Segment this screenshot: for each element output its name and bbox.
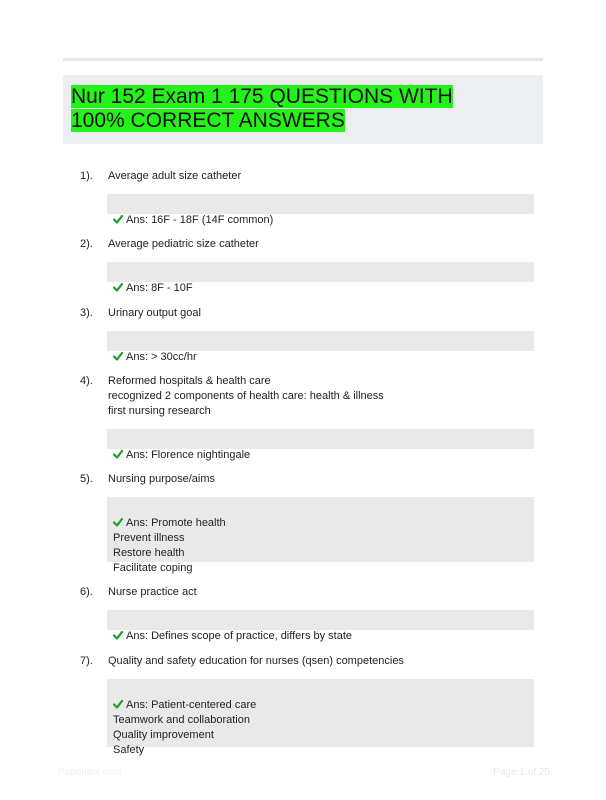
check-icon <box>113 699 123 709</box>
answer-box <box>107 262 534 294</box>
question-number: 5). <box>80 473 93 485</box>
question-number: 4). <box>80 375 93 387</box>
page-number: Page 1 of 25 <box>493 767 550 778</box>
answer-box <box>107 331 534 363</box>
title-banner <box>63 75 543 144</box>
check-icon <box>113 449 123 459</box>
answer-box <box>107 497 534 574</box>
answer-text: Ans: 8F - 10F <box>126 282 193 294</box>
page-title <box>71 85 511 133</box>
answer-box <box>107 429 534 461</box>
check-icon <box>113 351 123 361</box>
answer-text: Ans: 16F - 18F (14F common) <box>126 214 274 226</box>
question-text: Average adult size catheter <box>108 170 242 182</box>
answer-text: Ans: Promote health Prevent illness Restore health Facilitate coping <box>113 517 226 574</box>
check-icon <box>113 282 123 292</box>
question-text: Nursing purpose/aims <box>108 473 215 485</box>
answer-text: Ans: Florence nightingale <box>126 449 251 461</box>
question-number: 3). <box>80 307 93 319</box>
page-title-text: Nur 152 Exam 1 175 QUESTIONS WITH 100% CORRECT ANSWERS <box>71 85 453 132</box>
question-text: Reformed hospitals & health care recognized 2 components of health care: health & illness first nursing research <box>108 375 384 417</box>
question-number: 7). <box>80 655 93 667</box>
answer-box <box>107 610 534 642</box>
check-icon <box>113 630 123 640</box>
question-number: 6). <box>80 586 93 598</box>
question-text: Average pediatric size catheter <box>108 238 259 250</box>
question-text: Nurse practice act <box>108 586 197 598</box>
answer-text: Ans: > 30cc/hr <box>126 351 197 363</box>
question-number: 2). <box>80 238 93 250</box>
question-text: Urinary output goal <box>108 307 201 319</box>
answer-text: Ans: Patient-centered care Teamwork and collaboration Quality improvement Safety <box>113 699 257 756</box>
question-number: 1). <box>80 170 93 182</box>
answer-box <box>107 194 534 226</box>
check-icon <box>113 214 123 224</box>
top-divider <box>63 58 543 61</box>
check-icon <box>113 517 123 527</box>
question-text: Quality and safety education for nurses (qsen) competencies <box>108 655 404 667</box>
answer-text: Ans: Defines scope of practice, differs by state <box>126 630 353 642</box>
answer-box <box>107 679 534 756</box>
footer-watermark: Paperlibs.com <box>58 767 122 778</box>
